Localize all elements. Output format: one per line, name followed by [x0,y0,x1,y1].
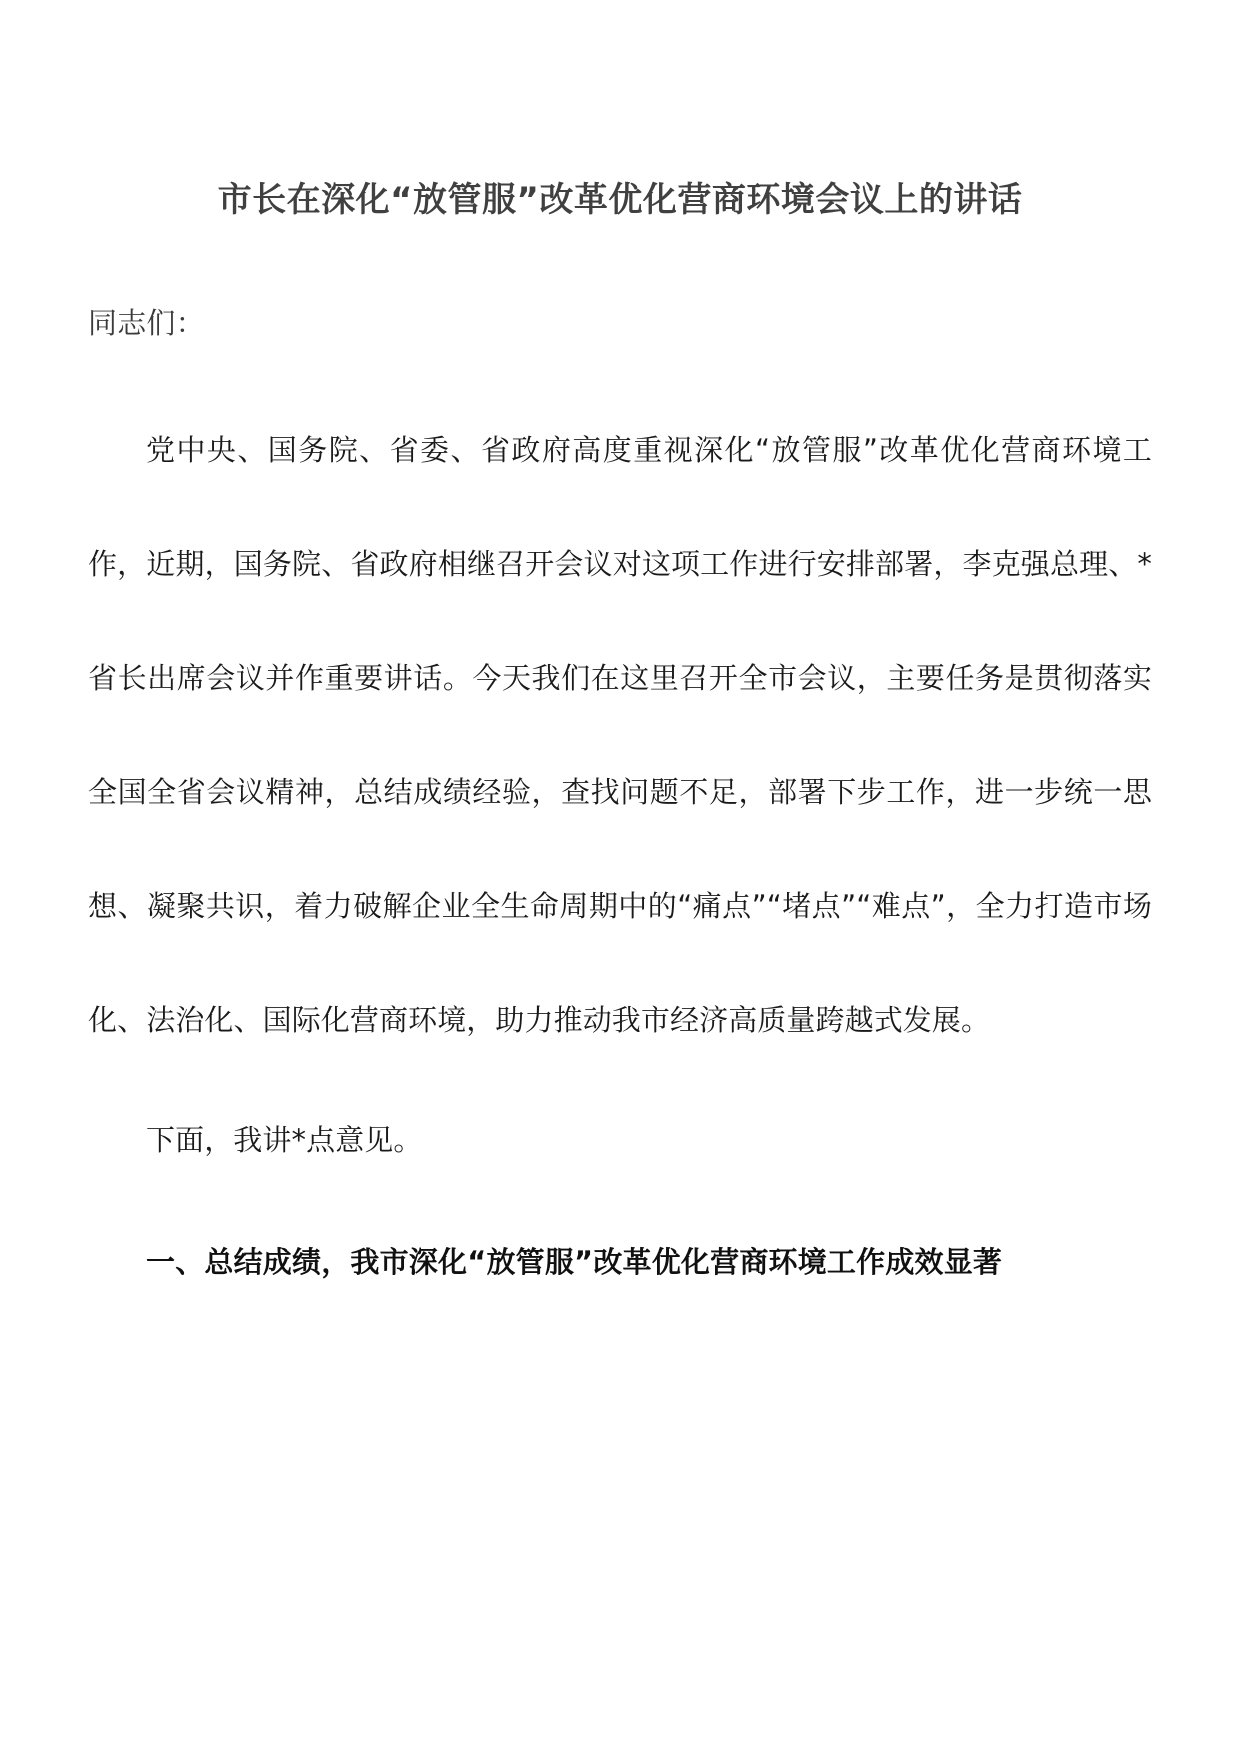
document-content [88,0,1152,1285]
section-heading-1: 一、总结成绩，我市深化“放管服”改革优化营商环境工作成效显著 [146,1245,1003,1280]
salutation-line: 同志们： [88,305,205,340]
page-title: 市长在深化“放管服”改革优化营商环境会议上的讲话 [217,180,1023,220]
body-paragraph: 下面，我讲*点意见。 [146,1123,423,1158]
body-paragraph: 党中央、国务院、省委、省政府高度重视深化“放管服”改革优化营商环境工作，近期，国务院、省政府相继召开会议对这项工作进行安排部署，李克强总理、*省长出席会议并作重要讲话。今天我们在这里召开全市会议，主要任务是贯彻落实全国全省会议精神，总结成绩经验，查找问题不足，部署下步工作，进一步统一思想、凝聚共识，着力破解企业全生命周期中的“痛点”“堵点”“难点”，全力打造市场化、法治化、国际化营商环境，助力推动我市经济高质量跨越式发展。 [88,433,1152,1038]
